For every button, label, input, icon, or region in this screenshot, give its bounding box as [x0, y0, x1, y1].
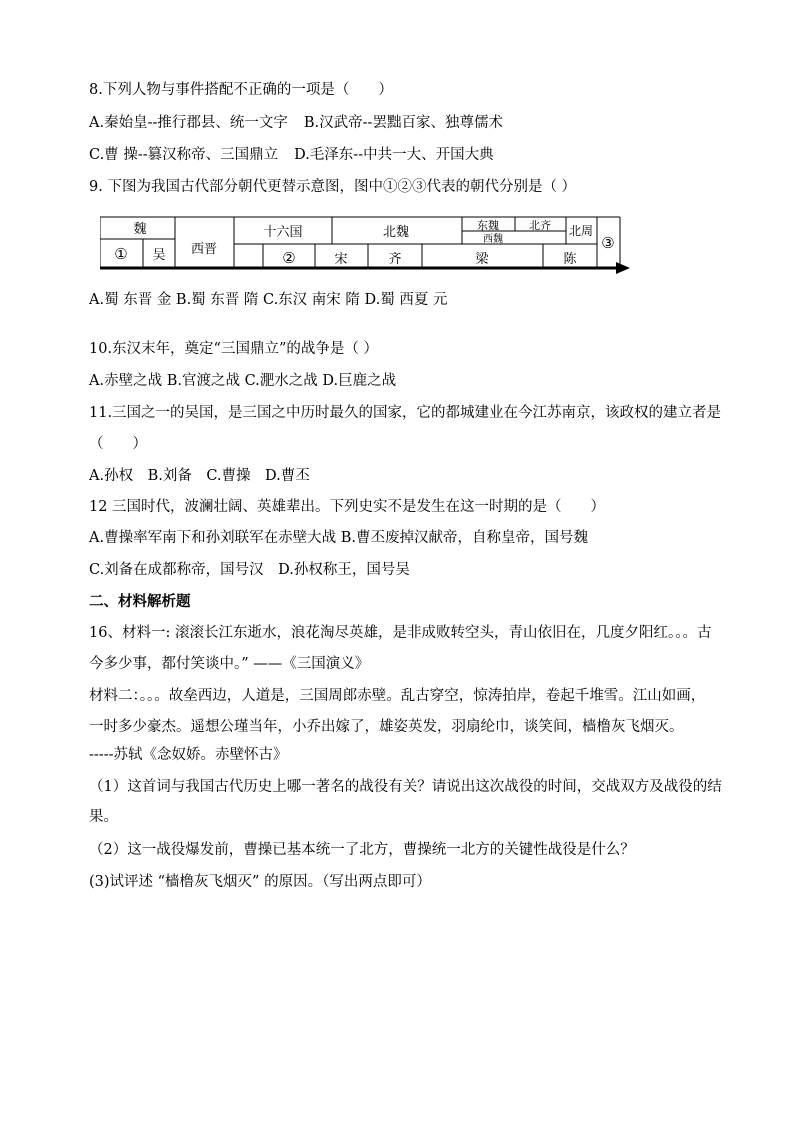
label-beiwei: 北魏	[382, 225, 410, 240]
q8-option-c: C.曹 操--篡汉称帝、三国鼎立	[89, 147, 279, 163]
label-liang: 梁	[475, 252, 489, 267]
q8-option-a: A.秦始皇--推行郡县、统一文字	[89, 115, 288, 131]
q8-option-d: D.毛泽东--中共一大、开国大典	[294, 147, 494, 163]
q12-stem: 12 三国时代，波澜壮阔、英雄辈出。下列史实不是发生在这一时期的是（ ）	[89, 499, 606, 515]
section-2-title: 二、材料解析题	[89, 593, 191, 610]
q12-options-cd: C.刘备在成都称帝，国号汉 D.孙权称王，国号吴	[89, 562, 410, 578]
label-wei: 魏	[133, 222, 147, 237]
label-wu: 吴	[152, 248, 166, 263]
q8-options-ab	[89, 113, 714, 133]
material-2-line1: 材料二：。。。故垒西边，人道是，三国周郎赤壁。乱古穿空，惊涛拍岸，卷起千堆雪。江山如画，	[89, 688, 706, 704]
q9-options: A.蜀 东晋 金 B.蜀 东晋 隋 C.东汉 南宋 隋 D.蜀 西夏 元	[89, 292, 448, 308]
q9-stem: 9. 下图为我国古代部分朝代更替示意图，图中①②③代表的朝代分别是（ ）	[89, 179, 577, 195]
label-beiqi: 北齐	[529, 219, 551, 232]
label-dongwei: 东魏	[477, 219, 499, 232]
q11-stem-line1: 11.三国之一的吴国，是三国之中历时最久的国家，它的都城建业在今江苏南京，该政权的建立者是	[89, 405, 722, 421]
material-1-line1: 16、材料一: 滚滚长江东逝水，浪花淘尽英雄，是非成败转空头，青山依旧在，几度夕阳红。。。古	[89, 625, 712, 641]
sub-question-1-line1: （1）这首词与我国古代历史上哪一著名的战役有关？请说出这次战役的时间，交战双方及战役的结	[89, 779, 722, 795]
label-qi: 齐	[388, 252, 402, 267]
material-2-source: -----苏轼《念奴娇。赤壁怀古》	[89, 747, 288, 763]
q8-stem: 8.下列人物与事件搭配不正确的一项是（ ）	[89, 82, 393, 98]
marker-3: ③	[601, 234, 615, 252]
q11-options: A.孙权 B.刘备 C.曹操 D.曹丕	[89, 468, 310, 484]
sub-question-1-line2: 果。	[89, 809, 118, 825]
label-shiliuguo: 十六国	[263, 225, 303, 240]
sub-question-3: (3)试评述 “樯橹灰飞烟灭” 的原因。（写出两点即可）	[89, 874, 431, 890]
label-chen: 陈	[563, 252, 577, 267]
q8-option-b: B.汉武帝--罢黜百家、独尊儒术	[303, 115, 503, 131]
material-1-line2: 今多少事，都付笑谈中。” ——《三国演义》	[89, 656, 370, 672]
q12-options-ab: A.曹操率军南下和孙刘联军在赤壁大战 B.曹丕废掉汉献帝，自称皇帝，国号魏	[89, 530, 588, 546]
label-xijin: 西晋	[190, 242, 218, 257]
label-beizhou: 北周	[568, 224, 594, 238]
material-2-line2: 一时多少豪杰。遥想公瑾当年，小乔出嫁了，雄姿英发，羽扇纶巾，谈笑间，樯橹灰飞烟灭。	[89, 719, 684, 735]
q8-options-cd	[89, 145, 714, 165]
sub-question-2: （2）这一战役爆发前，曹操已基本统一了北方，曹操统一北方的关键性战役是什么？	[89, 842, 635, 858]
timeline-arrow-head	[616, 262, 630, 274]
marker-1: ①	[114, 245, 128, 263]
label-xiwei: 西魏	[483, 234, 503, 245]
q10-stem: 10.东汉末年，奠定“三国鼎立”的战争是（ ）	[89, 341, 378, 357]
q11-stem-line2: （ ）	[89, 436, 147, 452]
marker-2: ②	[282, 249, 296, 267]
label-song: 宋	[334, 252, 348, 267]
dynasty-timeline-svg	[100, 213, 632, 277]
q10-options: A.赤壁之战 B.官渡之战 C.淝水之战 D.巨鹿之战	[89, 373, 397, 389]
dynasty-timeline-diagram	[100, 213, 632, 277]
